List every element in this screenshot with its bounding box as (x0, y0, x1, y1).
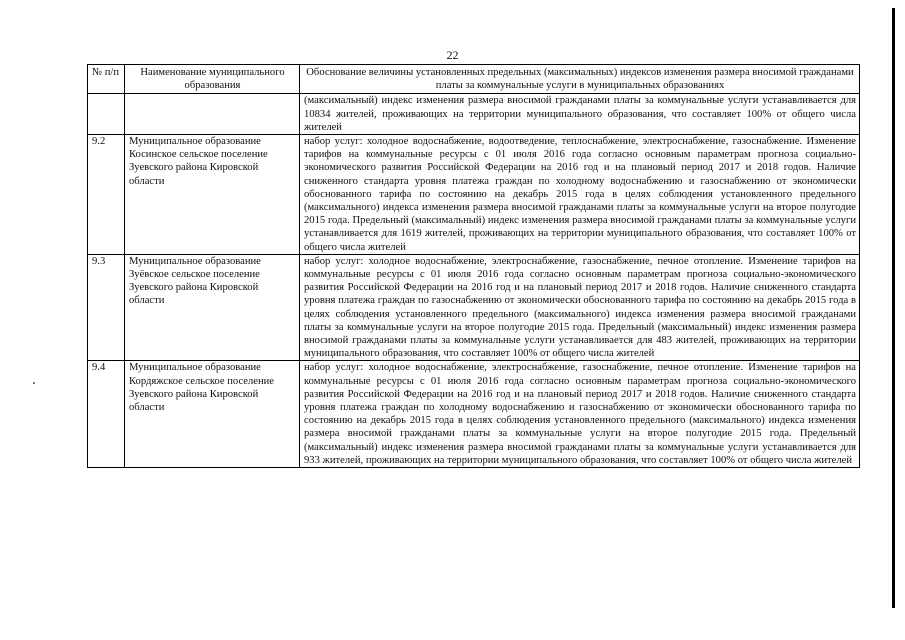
row-num: 9.2 (88, 135, 125, 255)
row-basis-text: набор услуг: холодное водоснабжение, электроснабжение, газоснабжение, печное отопление. Изменение тарифов на коммунальные ресурсы с 01 июля 2016 года согласно основным параметрам прогноза социально-экономического развития Российской Федерации на 2016 год и на плановый период 2017 и 2018 годов. Наличие сниженного стандарта уровня платежа граждан по холодному водоснабжению и газоснабжению от экономически обоснованного тарифа по состоянию на декабрь 2015 года в целях соблюдения установленного предельного (максимального) индекса изменения размера вносимой гражданами платы за коммунальные услуги на второе полугодие 2015 года. Предельный (максимальный) индекс изменения размера вносимой гражданами платы за коммунальные услуги устанавливается для 933 жителей, проживающих на территории муниципального образования, что составляет 100% от общего числа жителей (300, 361, 860, 468)
municipal-fee-table (87, 64, 860, 468)
row-num: 9.4 (88, 361, 125, 468)
table-row-continuation (88, 94, 860, 135)
row-basis-text: набор услуг: холодное водоснабжение, водоотведение, теплоснабжение, электроснабжение, газоснабжение. Изменение тарифов на коммунальные ресурсы с 01 июля 2016 года согласно основным параметрам прогноза социально-экономического развития Российской Федерации на 2016 год и на плановый период 2017 и 2018 годов. Наличие сниженного стандарта уровня платежа граждан по холодному водоснабжению и газоснабжению от экономически обоснованного тарифа по состоянию на декабрь 2015 года в целях соблюдения установленного предельного (максимального) индекса изменения размера вносимой гражданами платы за коммунальные услуги на второе полугодие 2015 года. Предельный (максимальный) индекс изменения размера вносимой гражданами платы за коммунальные услуги устанавливается для 1619 жителей, проживающих на территории муниципального образования, что составляет 100% от общего числа жителей (300, 135, 860, 255)
continuation-text: (максимальный) индекс изменения размера вносимой гражданами платы за коммунальные услуги устанавливается для 10834 жителей, проживающих на территории муниципального образования, что составляет 100% от общего числа жителей (300, 94, 860, 135)
header-num: № п/п (88, 65, 125, 94)
continuation-name (125, 94, 300, 135)
page-number: 22 (446, 48, 459, 62)
scan-edge-bar (892, 8, 895, 608)
row-municipality-name: Муниципальное образование Кордяжское сельское поселение Зуевского района Кировской области (125, 361, 300, 468)
row-municipality-name: Муниципальное образование Косинское сельское поселение Зуевского района Кировской области (125, 135, 300, 255)
table-row (88, 361, 860, 468)
continuation-num (88, 94, 125, 135)
header-basis: Обоснование величины установленных предельных (максимальных) индексов изменения размера вносимой гражданами платы за коммунальные услуги в муниципальных образованиях (300, 65, 860, 94)
row-num: 9.3 (88, 254, 125, 361)
table-row (88, 254, 860, 361)
row-municipality-name: Муниципальное образование Зуёвское сельское поселение Зуевского района Кировской области (125, 254, 300, 361)
table-row (88, 135, 860, 255)
table-header-row (88, 65, 860, 94)
scan-speck (33, 382, 35, 384)
header-name: Наименование муниципального образования (125, 65, 300, 94)
row-basis-text: набор услуг: холодное водоснабжение, электроснабжение, газоснабжение, печное отопление. Изменение тарифов на коммунальные ресурсы с 01 июля 2016 года согласно основным параметрам прогноза социально-экономического развития Российской Федерации на 2016 год и на плановый период 2017 и 2018 годов. Наличие сниженного стандарта уровня платежа граждан по газоснабжению от экономически обоснованного тарифа по состоянию на декабрь 2015 года в целях соблюдения установленного предельного (максимального) индекса изменения размера вносимой гражданами платы за коммунальные услуги на второе полугодие 2015 года. Предельный (максимальный) индекс изменения размера вносимой гражданами платы за коммунальные услуги устанавливается для 483 жителей, проживающих на территории муниципального образования, что составляет 100% от общего числа жителей (300, 254, 860, 361)
